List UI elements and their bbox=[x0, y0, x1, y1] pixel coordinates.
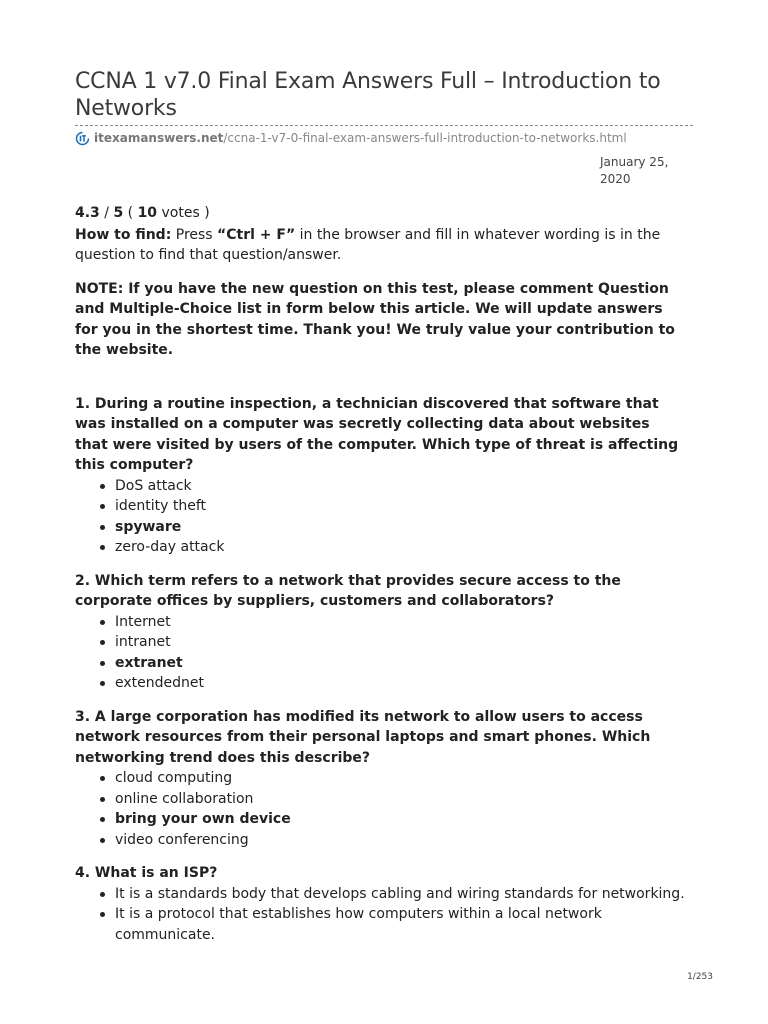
question-2: 2. Which term refers to a network that provides secure access to the corporate offices by suppliers, customers and collaborators? bbox=[75, 572, 621, 609]
page-title: CCNA 1 v7.0 Final Exam Answers Full – Introduction to Networks bbox=[75, 69, 661, 121]
answer-option: intranet bbox=[115, 632, 685, 653]
publish-date: January 25, 2020 bbox=[600, 155, 669, 186]
correct-answer-option: bring your own device bbox=[115, 809, 685, 830]
how-to-find bbox=[75, 225, 685, 266]
source-link[interactable] bbox=[75, 129, 627, 147]
how-to-find-shortcut: “Ctrl + F” bbox=[217, 226, 296, 243]
answer-option: It is a protocol that establishes how computers within a local network communicate. bbox=[115, 904, 685, 945]
answer-list-2 bbox=[75, 612, 685, 694]
source-path[interactable]: /ccna-1-v7-0-final-exam-answers-full-introduction-to-networks.html bbox=[223, 131, 627, 145]
rating-score: 4.3 bbox=[75, 205, 100, 221]
how-to-find-label: How to find: bbox=[75, 226, 172, 243]
note-paragraph: NOTE: If you have the new question on this test, please comment Question and Multiple-Choice list in form below this article. We will update answers for you in the shortest time. Thank you! We truly value your contribution to the website. bbox=[75, 280, 675, 358]
answer-list-3 bbox=[75, 768, 685, 850]
answer-option: extendednet bbox=[115, 673, 685, 694]
rating-close: votes ) bbox=[157, 205, 210, 221]
how-to-find-text-before: Press bbox=[171, 226, 218, 243]
answer-option: cloud computing bbox=[115, 768, 685, 789]
source-domain[interactable]: itexamanswers.net bbox=[94, 131, 224, 145]
question-1: 1. During a routine inspection, a technician discovered that software that was installed on a computer was secretly collecting data about websites that were visited by users of the computer. Which type of threat is affecting this computer? bbox=[75, 395, 679, 473]
answer-option: DoS attack bbox=[115, 476, 685, 497]
question-4: 4. What is an ISP? bbox=[75, 865, 218, 881]
answer-option: video conferencing bbox=[115, 830, 685, 851]
answer-option: It is a standards body that develops cabling and wiring standards for networking. bbox=[115, 884, 685, 905]
title-divider bbox=[75, 125, 693, 126]
rating-votes: 10 bbox=[137, 205, 158, 221]
how-to-find-text-after: in the browser and fill in whatever wording is in the question to find that question/answer. bbox=[75, 226, 661, 263]
answer-option: identity theft bbox=[115, 496, 685, 517]
answer-list-4 bbox=[75, 884, 685, 946]
answer-option: Internet bbox=[115, 612, 685, 633]
question-3: 3. A large corporation has modified its network to allow users to access network resources from their personal laptops and smart phones. Which networking trend does this describe? bbox=[75, 708, 651, 766]
correct-answer-option: extranet bbox=[115, 653, 685, 674]
itexam-logo-icon bbox=[75, 131, 90, 146]
page-number: 1/253 bbox=[687, 972, 713, 982]
answer-option: online collaboration bbox=[115, 789, 685, 810]
rating-open: ( bbox=[123, 205, 138, 221]
rating-separator: / bbox=[99, 205, 114, 221]
rating-max: 5 bbox=[113, 205, 124, 221]
answer-list-1 bbox=[75, 476, 685, 558]
article-body bbox=[75, 203, 685, 945]
correct-answer-option: spyware bbox=[115, 517, 685, 538]
answer-option: zero-day attack bbox=[115, 537, 685, 558]
rating-line bbox=[75, 203, 685, 224]
